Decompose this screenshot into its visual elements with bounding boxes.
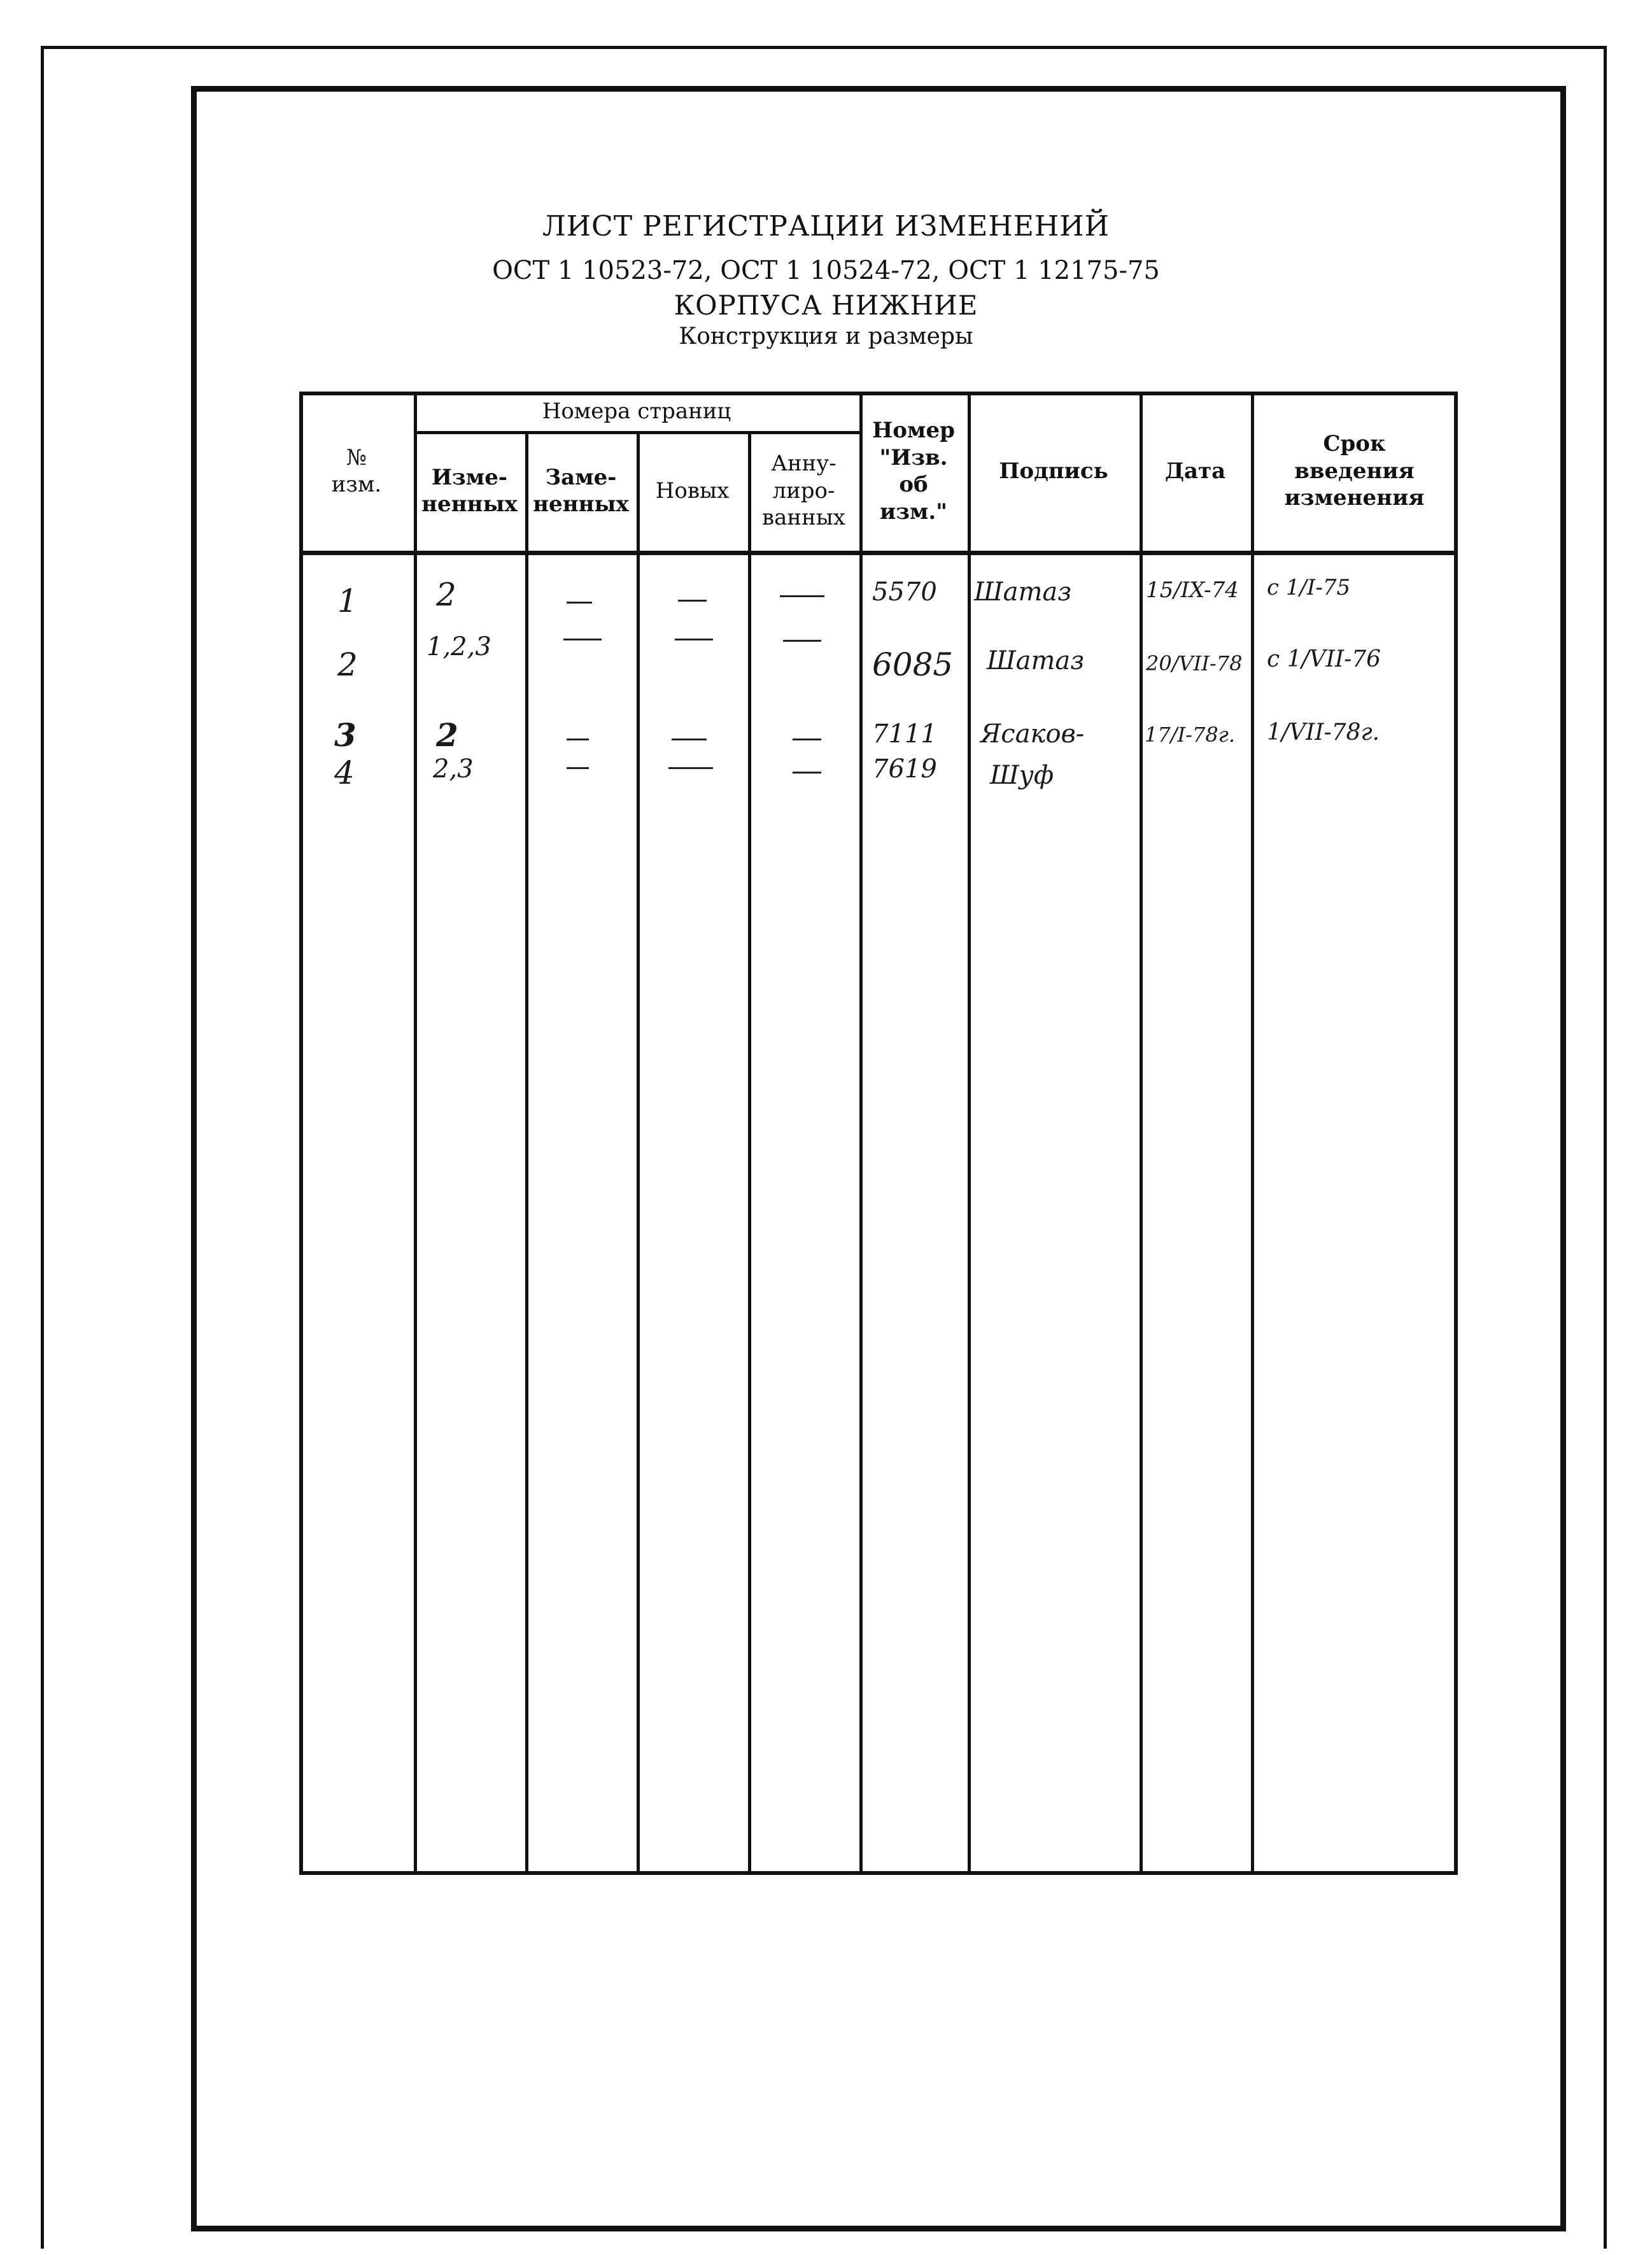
col-header-annulled: Анну- лиро- ванных — [762, 451, 845, 531]
col-header-replaced: Заме- ненных — [533, 464, 629, 517]
table-row-1-notice: 5570 — [872, 577, 937, 607]
table-row-3-deadline: 1/VII-78г. — [1267, 719, 1380, 746]
col-header-new: Новых — [655, 477, 730, 504]
col-header-deadline: Срок введения изменения — [1284, 431, 1425, 511]
table-row-3-changed: 2 — [436, 716, 458, 754]
col-header-page-numbers: Номера страниц — [542, 398, 731, 424]
table-row-1-date: 15/IX-74 — [1146, 577, 1239, 603]
col-header-notice-no: Номер "Изв. об изм." — [872, 418, 955, 525]
header-bottom-line — [299, 551, 1458, 555]
table-row-3-date: 17/I-78г. — [1145, 723, 1236, 747]
table-row-3-signature: Ясаков- — [980, 719, 1085, 749]
table-row-4-changed: 2,3 — [433, 754, 474, 784]
table-row-2-signature: Шатаз — [987, 646, 1085, 675]
table-row-2-changed: 1,2,3 — [427, 632, 491, 661]
table-row-2-no: 2 — [337, 646, 358, 683]
table-row-1-deadline: с 1/I-75 — [1267, 575, 1351, 600]
col-header-date: Дата — [1164, 458, 1226, 484]
subtitle-line: Конструкция и размеры — [679, 323, 973, 350]
col-header-signature: Подпись — [999, 458, 1108, 484]
table-row-3-no: 3 — [334, 716, 357, 754]
table-row-2-deadline: с 1/VII-76 — [1267, 646, 1381, 672]
table-row-1-no: 1 — [337, 583, 358, 619]
subject-line: КОРПУСА НИЖНИЕ — [674, 290, 978, 321]
standards-line: ОСТ 1 10523-72, ОСТ 1 10524-72, ОСТ 1 12175-75 — [492, 256, 1160, 285]
col-header-no: № изм. — [331, 444, 382, 497]
table-row-1-changed: 2 — [436, 576, 456, 613]
table-row-1-signature: Шатаз — [974, 577, 1072, 607]
table-row-2-date: 20/VII-78 — [1146, 651, 1243, 675]
change-registration-table — [299, 392, 1458, 1875]
table-row-2-notice: 6085 — [872, 646, 954, 683]
table-row-4-signature: Шуф — [990, 761, 1054, 790]
document-title: ЛИСТ РЕГИСТРАЦИИ ИЗМЕНЕНИЙ — [542, 210, 1110, 243]
table-row-3-notice: 7111 — [872, 719, 937, 749]
table-row-4-no: 4 — [334, 754, 355, 791]
col-header-changed: Изме- ненных — [421, 464, 518, 517]
table-row-4-notice: 7619 — [872, 754, 937, 784]
